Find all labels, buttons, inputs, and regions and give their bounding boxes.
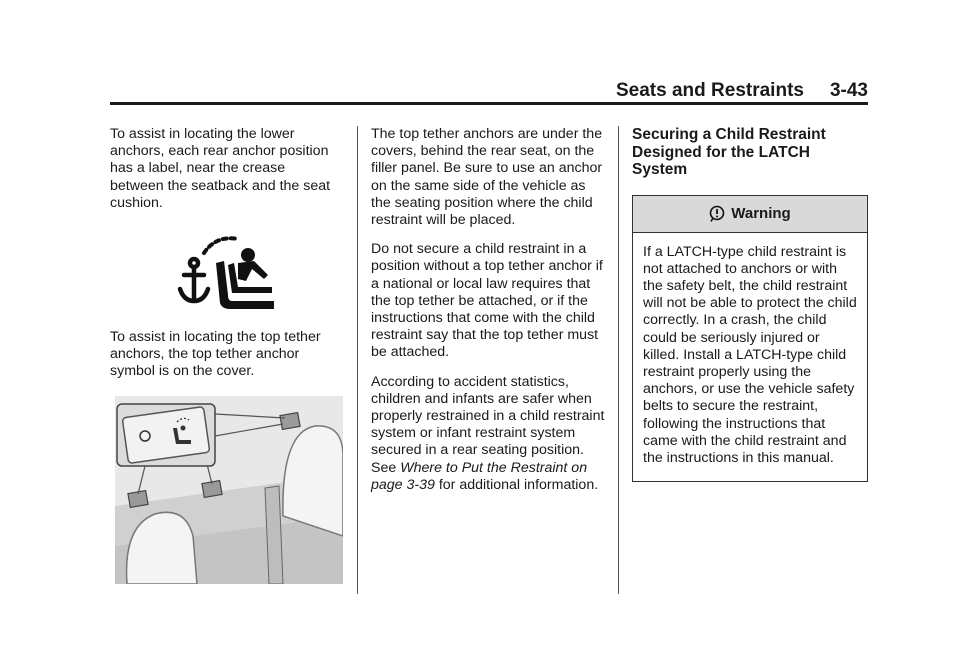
section-name: Seats and Restraints	[616, 80, 804, 101]
warning-box	[632, 195, 868, 483]
rear-seat-illustration	[115, 396, 343, 584]
column-1	[110, 126, 342, 224]
page-number: 3-43	[829, 80, 868, 101]
lower-anchor-paragraph: To assist in locating the lower anchors, each rear anchor position has a label, near the crease between the seatback and the seat cushion.	[110, 126, 331, 211]
column-divider-1	[357, 126, 358, 594]
header-text	[616, 80, 868, 102]
top-tether-paragraph: To assist in locating the top tether anchors, the top tether anchor symbol is on the cover.	[110, 329, 321, 380]
stats-text-end: for additional information.	[434, 476, 599, 493]
column-2	[371, 126, 605, 506]
accident-statistics-paragraph	[371, 374, 605, 494]
tether-location-paragraph: The top tether anchors are under the covers, behind the rear seat, on the filler panel. Be sure to use an anchor on the same side of the vehicle as the seating position where the child restraint will be placed.	[371, 126, 603, 229]
section-title: Securing a Child Restraint Designed for the LATCH System	[632, 126, 826, 178]
warning-header	[633, 196, 867, 233]
top-tether-anchor-icon	[176, 233, 280, 313]
column-divider-2	[618, 126, 619, 594]
warning-title: Warning	[731, 204, 791, 222]
warning-icon	[709, 205, 725, 222]
law-requirement-paragraph: Do not secure a child restraint in a position without a top tether anchor if a national or local law requires that the top tether be attached, or if the instructions that come with the child restraint say that the top tether must be attached.	[371, 241, 603, 361]
stats-text: According to accident statistics, children and infants are safer when properly restrained in a child restraint system or infant restraint system secured in a rear seating position. See	[371, 373, 605, 476]
column-3	[632, 126, 868, 482]
cross-reference-link[interactable]: Where to Put the Restraint on page 3-39	[371, 459, 588, 493]
warning-text: If a LATCH-type child restraint is not attached to anchors or with the safety belt, the child restraint will not be able to protect the child correctly. In a crash, the child could be seriously injured or killed. Install a LATCH-type child restraint properly using the anchors, or use the vehicle safety belts to secure the restraint, following the instructions that came with the child restraint and the instructions in this manual.	[643, 243, 857, 466]
header-rule	[110, 102, 868, 105]
